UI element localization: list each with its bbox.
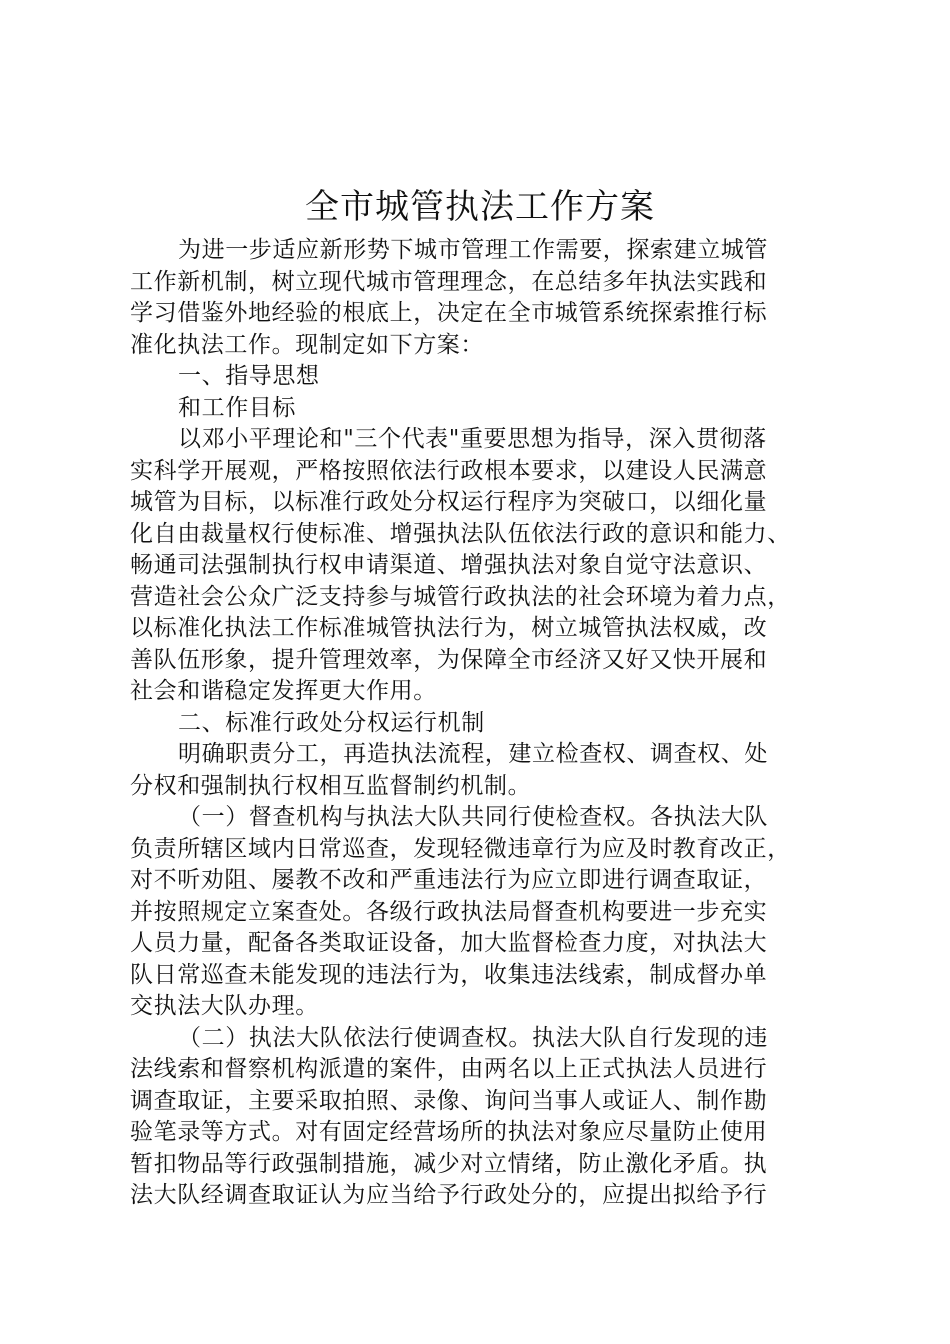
text-line: 工作新机制，树立现代城市管理理念，在总结多年执法实践和 (130, 268, 768, 295)
text-line: 对不听劝阻、屡教不改和严重违法行为应立即进行调查取证， (130, 867, 768, 893)
text-line: 队日常巡查未能发现的违法行为，收集违法线索，制成督办单 (130, 961, 768, 988)
text-line: 一、指导思想 (178, 363, 320, 389)
text-line: 交执法大队办理。 (130, 993, 319, 1019)
text-line: 准化执法工作。现制定如下方案： (130, 331, 484, 358)
text-line: 社会和谐稳定发挥更大作用。 (130, 678, 437, 704)
document-page (130, 185, 830, 1212)
text-line: 验笔录等方式。对有固定经营场所的执法对象应尽量防止使用 (130, 1119, 768, 1145)
text-line: 法线索和督察机构派遣的案件，由两名以上正式执法人员进行 (130, 1056, 768, 1082)
text-line: 并按照规定立案查处。各级行政执法局督查机构要进一步充实 (130, 898, 768, 925)
text-line: 和工作目标 (178, 394, 296, 421)
text-line: 负责所辖区域内日常巡查，发现轻微违章行为应及时教育改正， (130, 835, 791, 862)
text-line: 暂扣物品等行政强制措施，减少对立情绪，防止激化矛盾。执 (130, 1150, 768, 1177)
text-line: 分权和强制执行权相互监督制约机制。 (130, 772, 532, 799)
text-line: 调查取证，主要采取拍照、录像、询问当事人或证人、制作勘 (130, 1087, 768, 1114)
text-line: 城管为目标，以标准行政处分权运行程序为突破口，以细化量 (130, 489, 768, 515)
text-line: 畅通司法强制执行权申请渠道、增强执法对象自觉守法意识、 (130, 552, 768, 578)
text-line: （二）执法大队依法行使调查权。执法大队自行发现的违 (178, 1024, 768, 1051)
text-line: 以邓小平理论和"三个代表"重要思想为指导，深入贯彻落 (178, 426, 767, 452)
text-line: 善队伍形象，提升管理效率，为保障全市经济又好又快开展和 (130, 646, 768, 673)
text-line: 明确职责分工，再造执法流程，建立检查权、调查权、处 (178, 741, 768, 767)
text-line: 二、标准行政处分权运行机制 (178, 709, 485, 736)
text-line: 化自由裁量权行使标准、增强执法队伍依法行政的意识和能力、 (130, 520, 791, 547)
text-line: （一）督查机构与执法大队共同行使检查权。各执法大队 (178, 804, 768, 830)
text-line: 以标准化执法工作标准城管执法行为，树立城管执法权威，改 (130, 615, 768, 641)
text-line: 人员力量，配备各类取证设备，加大监督检查力度，对执法大 (130, 930, 768, 956)
document-title: 全市城管执法工作方案 (305, 187, 655, 227)
text-line: 学习借鉴外地经验的根底上，决定在全市城管系统探索推行标 (130, 300, 768, 326)
text-line: 实科学开展观，严格按照依法行政根本要求，以建设人民满意 (130, 457, 768, 484)
text-line: 法大队经调查取证认为应当给予行政处分的，应提出拟给予行 (130, 1182, 768, 1208)
text-line: 为进一步适应新形势下城市管理工作需要，探索建立城管 (178, 237, 768, 263)
document-body (130, 235, 830, 1212)
text-line: 营造社会公众广泛支持参与城管行政执法的社会环境为着力点， (130, 583, 791, 610)
